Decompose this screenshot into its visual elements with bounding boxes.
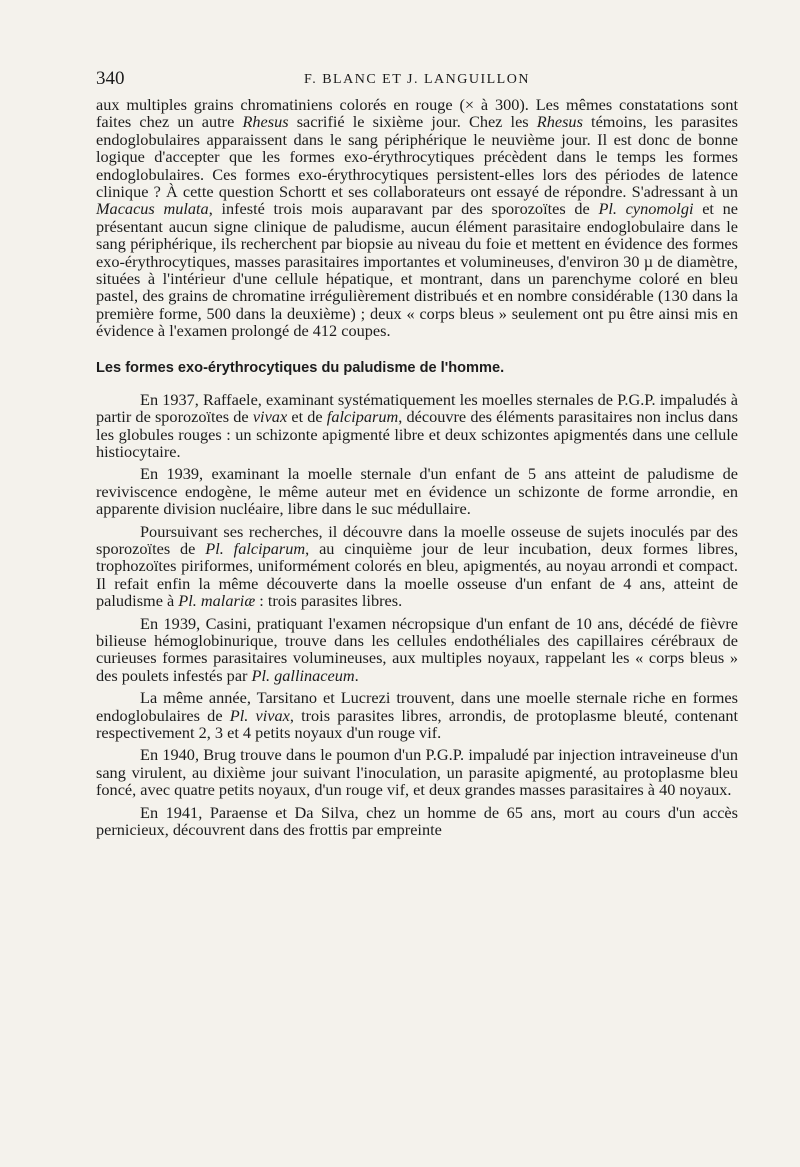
text-run: témoins, les parasites endoglobulaires apparaissent dans le sang périphérique le neuvième jour. Il est donc de bonne logique d'accepter que les formes exo-érythrocytiques précèdent dans le temps les formes endoglobulaires. Ces formes exo-érythrocytiques persistent-elles lors des périodes de latence clinique ? À cette question Schortt et ses collaborateurs ont essayé de répondre. S'adressant à un <box>96 112 738 202</box>
italic-run: Pl. gallinaceum <box>251 665 355 685</box>
italic-run: Pl. cynomolgi <box>598 199 694 219</box>
text-run: En 1939, examinant la moelle sternale d'un enfant de 5 ans atteint de paludisme de reviviscence endogène, le même auteur met en évidence un schizonte de forme arrondie, en apparente division nucléaire, libre dans le suc médullaire. <box>96 464 738 519</box>
paragraph <box>96 96 738 340</box>
paragraph <box>96 689 738 741</box>
paragraph <box>96 523 738 610</box>
paragraph <box>96 804 738 839</box>
text-run: En 1941, Paraense et Da Silva, chez un homme de 65 ans, mort au cours d'un accès pernicieux, découvrent dans des frottis par empreinte <box>96 802 738 840</box>
text-run: : trois parasites libres. <box>255 591 403 611</box>
text-run: sacrifié le sixième jour. Chez les <box>288 112 537 132</box>
text-run: En 1937, Raffaele, examinant systématiquement les moelles sternales de P.G.P. impaludés à partir de sporozoïtes de <box>96 389 738 427</box>
section-heading: Les formes exo-érythrocytiques du paludisme de l'homme. <box>96 359 505 376</box>
text-run: En 1940, Brug trouve dans le poumon d'un P.G.P. impaludé par injection intraveineuse d'un sang virulent, au dixième jour suivant l'inoculation, un parasite apigmenté, au protoplasme bleu foncé, avec quatre petits noyaux, d'un rouge vif, et deux grandes masses parasitaires à 40 noyaux. <box>96 745 738 800</box>
paragraph <box>96 465 738 517</box>
paragraph <box>96 746 738 798</box>
text-run: . <box>354 665 359 685</box>
page-number: 340 <box>96 68 125 89</box>
text-run: , découvre des éléments parasitaires non inclus dans les globules rouges : un schizonte apigmenté libre et deux schizontes apigmentés dans une cellule histiocytaire. <box>96 407 739 461</box>
running-head <box>96 62 738 96</box>
italic-run: Rhesus <box>536 112 583 132</box>
italic-run: vivax <box>252 407 288 427</box>
text-run: Poursuivant ses recherches, il découvre dans la moelle osseuse de sujets inoculés par des sporozoïtes de <box>96 521 738 558</box>
paragraph <box>96 615 738 685</box>
text-run: , infesté trois mois auparavant par des sporozoïtes de <box>208 199 599 219</box>
italic-run: Pl. falciparum <box>205 538 306 558</box>
italic-run: Pl. vivax <box>229 705 290 725</box>
text-run: En 1939, Casini, pratiquant l'examen nécropsique d'un enfant de 10 ans, décédé de fièvre bilieuse hémoglobinurique, trouve dans les cellules endothéliales des capillaires cérébraux de curieuses formes parasitaires volumineuses, aux multiples noyaux, rappelant les « corps bleus » des poulets infestés par <box>96 613 738 685</box>
text-run: La même année, Tarsitano et Lucrezi trouvent, dans une moelle sternale riche en formes endoglobulaires de <box>96 688 738 725</box>
text-run: , au cinquième jour de leur incubation, deux formes libres, trophozoïtes piriformes, uniformément colorés en bleu, apigmentés, au noyau arrondi et compact. Il refait enfin la même découverte dans la moelle osseuse d'un enfant de 4 ans, atteint de paludisme à <box>96 538 739 611</box>
paragraph <box>96 391 738 461</box>
text-run: , trois parasites libres, arrondis, de protoplasme bleuté, contenant respectivement 2, 3 et 4 petits noyaux d'un rouge vif. <box>96 705 738 742</box>
italic-run: Macacus mulata <box>96 199 209 219</box>
running-title: F. BLANC ET J. LANGUILLON <box>304 72 530 87</box>
text-run: et de <box>287 407 327 427</box>
italic-run: Pl. malariæ <box>178 591 256 611</box>
text-run: aux multiples grains chromatiniens colorés en rouge (× à 300). Les mêmes constatations sont faites chez un autre <box>96 95 738 132</box>
body-text <box>96 96 738 838</box>
text-run: et ne présentant aucun signe clinique de paludisme, aucun élément parasitaire endoglobulaire dans le sang périphérique, ils recherchent par biopsie au niveau du foie et mettent en évidence des formes exo-érythrocytiques, masses parasitaires importantes et volumineuses, d'environ 30 µ de diamètre, situées à l'intérieur d'une cellule hépatique, et montrant, dans un parenchyme coloré en bleu pastel, des grains de chromatine irrégulièrement distribués et en nombre considérable (130 dans la première forme, 500 dans la deuxième) ; deux « corps bleus » seulement ont pu être ainsi mis en évidence à l'examen prolongé de 412 coupes. <box>96 199 739 341</box>
italic-run: falciparum <box>326 407 399 427</box>
italic-run: Rhesus <box>242 112 289 132</box>
